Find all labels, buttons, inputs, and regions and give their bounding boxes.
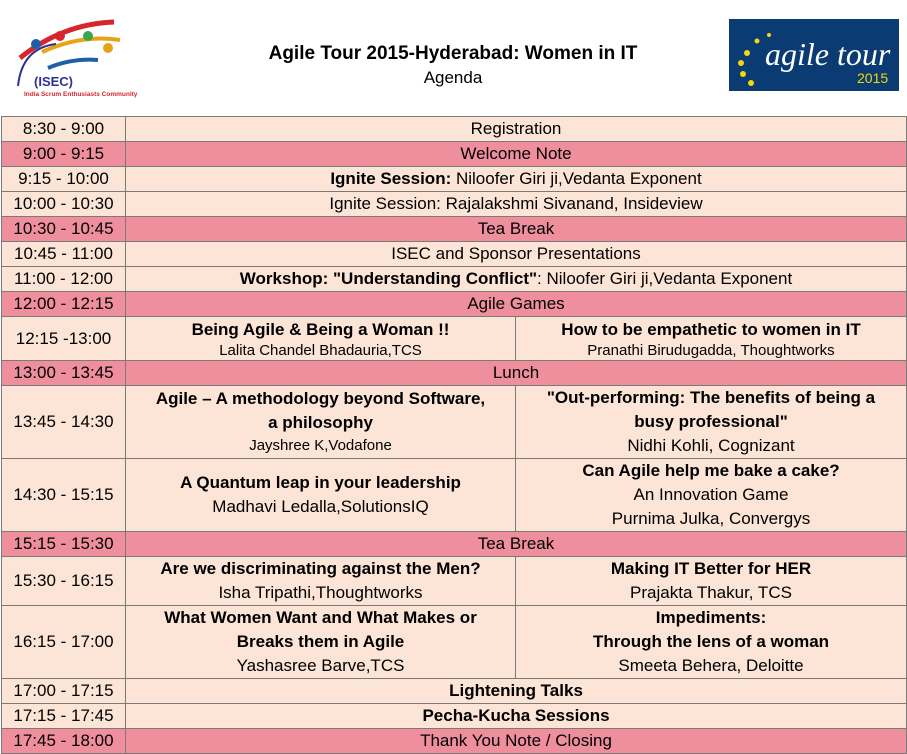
talk-title-line2: Breaks them in Agile: [236, 632, 405, 651]
talk-title: Making IT Better for HER: [610, 559, 812, 578]
talk-speaker: Prajakta Thakur, TCS: [630, 583, 792, 602]
agenda-table: [1, 116, 907, 754]
session-right: [516, 557, 907, 606]
talk-speaker: Lalita Chandel Bhadauria,TCS: [219, 341, 422, 359]
title-block: [200, 42, 706, 90]
time-cell: 16:15 - 17:00: [2, 606, 126, 679]
talk-title-line1: "Out-performing: The benefits of being a: [546, 388, 876, 407]
time-cell: 15:15 - 15:30: [2, 532, 126, 557]
session-cell: Ignite Session: Rajalakshmi Sivanand, Insideview: [126, 192, 907, 217]
agenda-row: [2, 242, 907, 267]
time-cell: 15:30 - 16:15: [2, 557, 126, 606]
svg-text:agile tour: agile tour: [765, 36, 891, 72]
talk-title: Being Agile & Being a Woman !!: [191, 319, 450, 339]
agenda-row: [2, 217, 907, 242]
time-cell: 14:30 - 15:15: [2, 459, 126, 532]
session-cell: Agile Games: [126, 292, 907, 317]
talk-speaker: Madhavi Ledalla,SolutionsIQ: [212, 497, 429, 516]
page-title: Agile Tour 2015-Hyderabad: Women in IT: [268, 43, 638, 64]
agenda-row: [2, 142, 907, 167]
agenda-row: [2, 292, 907, 317]
time-cell: 17:15 - 17:45: [2, 704, 126, 729]
session-cell: Lunch: [126, 361, 907, 386]
talk-title-line2: Through the lens of a woman: [592, 632, 830, 651]
talk-title: A Quantum leap in your leadership: [180, 473, 461, 492]
session-cell: Registration: [126, 117, 907, 142]
time-cell: 17:45 - 18:00: [2, 729, 126, 754]
session-left: [126, 606, 516, 679]
session-cell: Tea Break: [126, 532, 907, 557]
session-right: [516, 317, 907, 361]
session-speaker: Niloofer Giri ji,Vedanta Exponent: [451, 169, 702, 188]
session-right: [516, 606, 907, 679]
time-cell: 10:30 - 10:45: [2, 217, 126, 242]
session-label: Workshop: "Understanding Conflict": [239, 269, 538, 288]
talk-speaker: Jayshree K,Vodafone: [249, 437, 392, 454]
time-cell: 13:45 - 14:30: [2, 386, 126, 459]
session-cell: Tea Break: [126, 217, 907, 242]
agenda-row: [2, 704, 907, 729]
talk-title-line2: busy professional": [634, 412, 788, 431]
talk-title-line2: a philosophy: [268, 413, 373, 432]
agenda-row: [2, 167, 907, 192]
agenda-row: [2, 361, 907, 386]
session-cell: [126, 267, 907, 292]
talk-title-line1: What Women Want and What Makes or: [164, 608, 477, 627]
talk-speaker: Nidhi Kohli, Cognizant: [627, 436, 795, 455]
talk-speaker: Smeeta Behera, Deloitte: [618, 656, 804, 675]
talk-title: How to be empathetic to women in IT: [561, 319, 861, 339]
session-cell: ISEC and Sponsor Presentations: [126, 242, 907, 267]
time-cell: 12:15 -13:00: [2, 317, 126, 361]
agile-tour-logo: [729, 19, 899, 91]
session-cell: Welcome Note: [126, 142, 907, 167]
session-cell: Lightening Talks: [126, 679, 907, 704]
session-cell: [126, 167, 907, 192]
agenda-row: [2, 557, 907, 606]
session-cell: Thank You Note / Closing: [126, 729, 907, 754]
session-right: [516, 386, 907, 459]
talk-speaker: Purnima Julka, Convergys: [611, 509, 811, 528]
svg-text:India Scrum Enthusiasts Commun: India Scrum Enthusiasts Community: [24, 91, 138, 98]
agenda-row: [2, 317, 907, 361]
talk-subtitle: An Innovation Game: [633, 485, 789, 504]
time-cell: 13:00 - 13:45: [2, 361, 126, 386]
talk-speaker: Isha Tripathi,Thoughtworks: [218, 583, 423, 602]
isec-logo: [12, 14, 142, 100]
time-cell: 12:00 - 12:15: [2, 292, 126, 317]
agenda-row: [2, 532, 907, 557]
talk-title-line1: Agile – A methodology beyond Software,: [155, 389, 486, 408]
time-cell: 8:30 - 9:00: [2, 117, 126, 142]
agenda-row: [2, 386, 907, 459]
time-cell: 9:15 - 10:00: [2, 167, 126, 192]
time-cell: 10:45 - 11:00: [2, 242, 126, 267]
time-cell: 11:00 - 12:00: [2, 267, 126, 292]
agenda-row: [2, 459, 907, 532]
session-right: [516, 459, 907, 532]
time-cell: 17:00 - 17:15: [2, 679, 126, 704]
svg-text:(ISEC): (ISEC): [34, 74, 73, 89]
agenda-header: [0, 0, 907, 115]
session-speaker: : Niloofer Giri ji,Vedanta Exponent: [537, 269, 793, 288]
session-left: [126, 459, 516, 532]
talk-speaker: Yashasree Barve,TCS: [236, 656, 405, 675]
agenda-row: [2, 679, 907, 704]
agenda-row: [2, 192, 907, 217]
agenda-row: [2, 729, 907, 754]
talk-title: Are we discriminating against the Men?: [160, 559, 481, 578]
session-label: Ignite Session:: [330, 169, 452, 188]
session-cell: Pecha-Kucha Sessions: [126, 704, 907, 729]
talk-speaker: Pranathi Birudugadda, Thoughtworks: [587, 341, 835, 359]
agenda-row: [2, 606, 907, 679]
agenda-row: [2, 117, 907, 142]
session-left: [126, 317, 516, 361]
session-left: [126, 557, 516, 606]
talk-title-line1: Impediments:: [655, 608, 767, 627]
page-subtitle: Agenda: [423, 68, 483, 87]
time-cell: 9:00 - 9:15: [2, 142, 126, 167]
talk-title: Can Agile help me bake a cake?: [582, 461, 840, 480]
svg-text:2015: 2015: [857, 70, 889, 86]
session-left: [126, 386, 516, 459]
time-cell: 10:00 - 10:30: [2, 192, 126, 217]
agenda-row: [2, 267, 907, 292]
